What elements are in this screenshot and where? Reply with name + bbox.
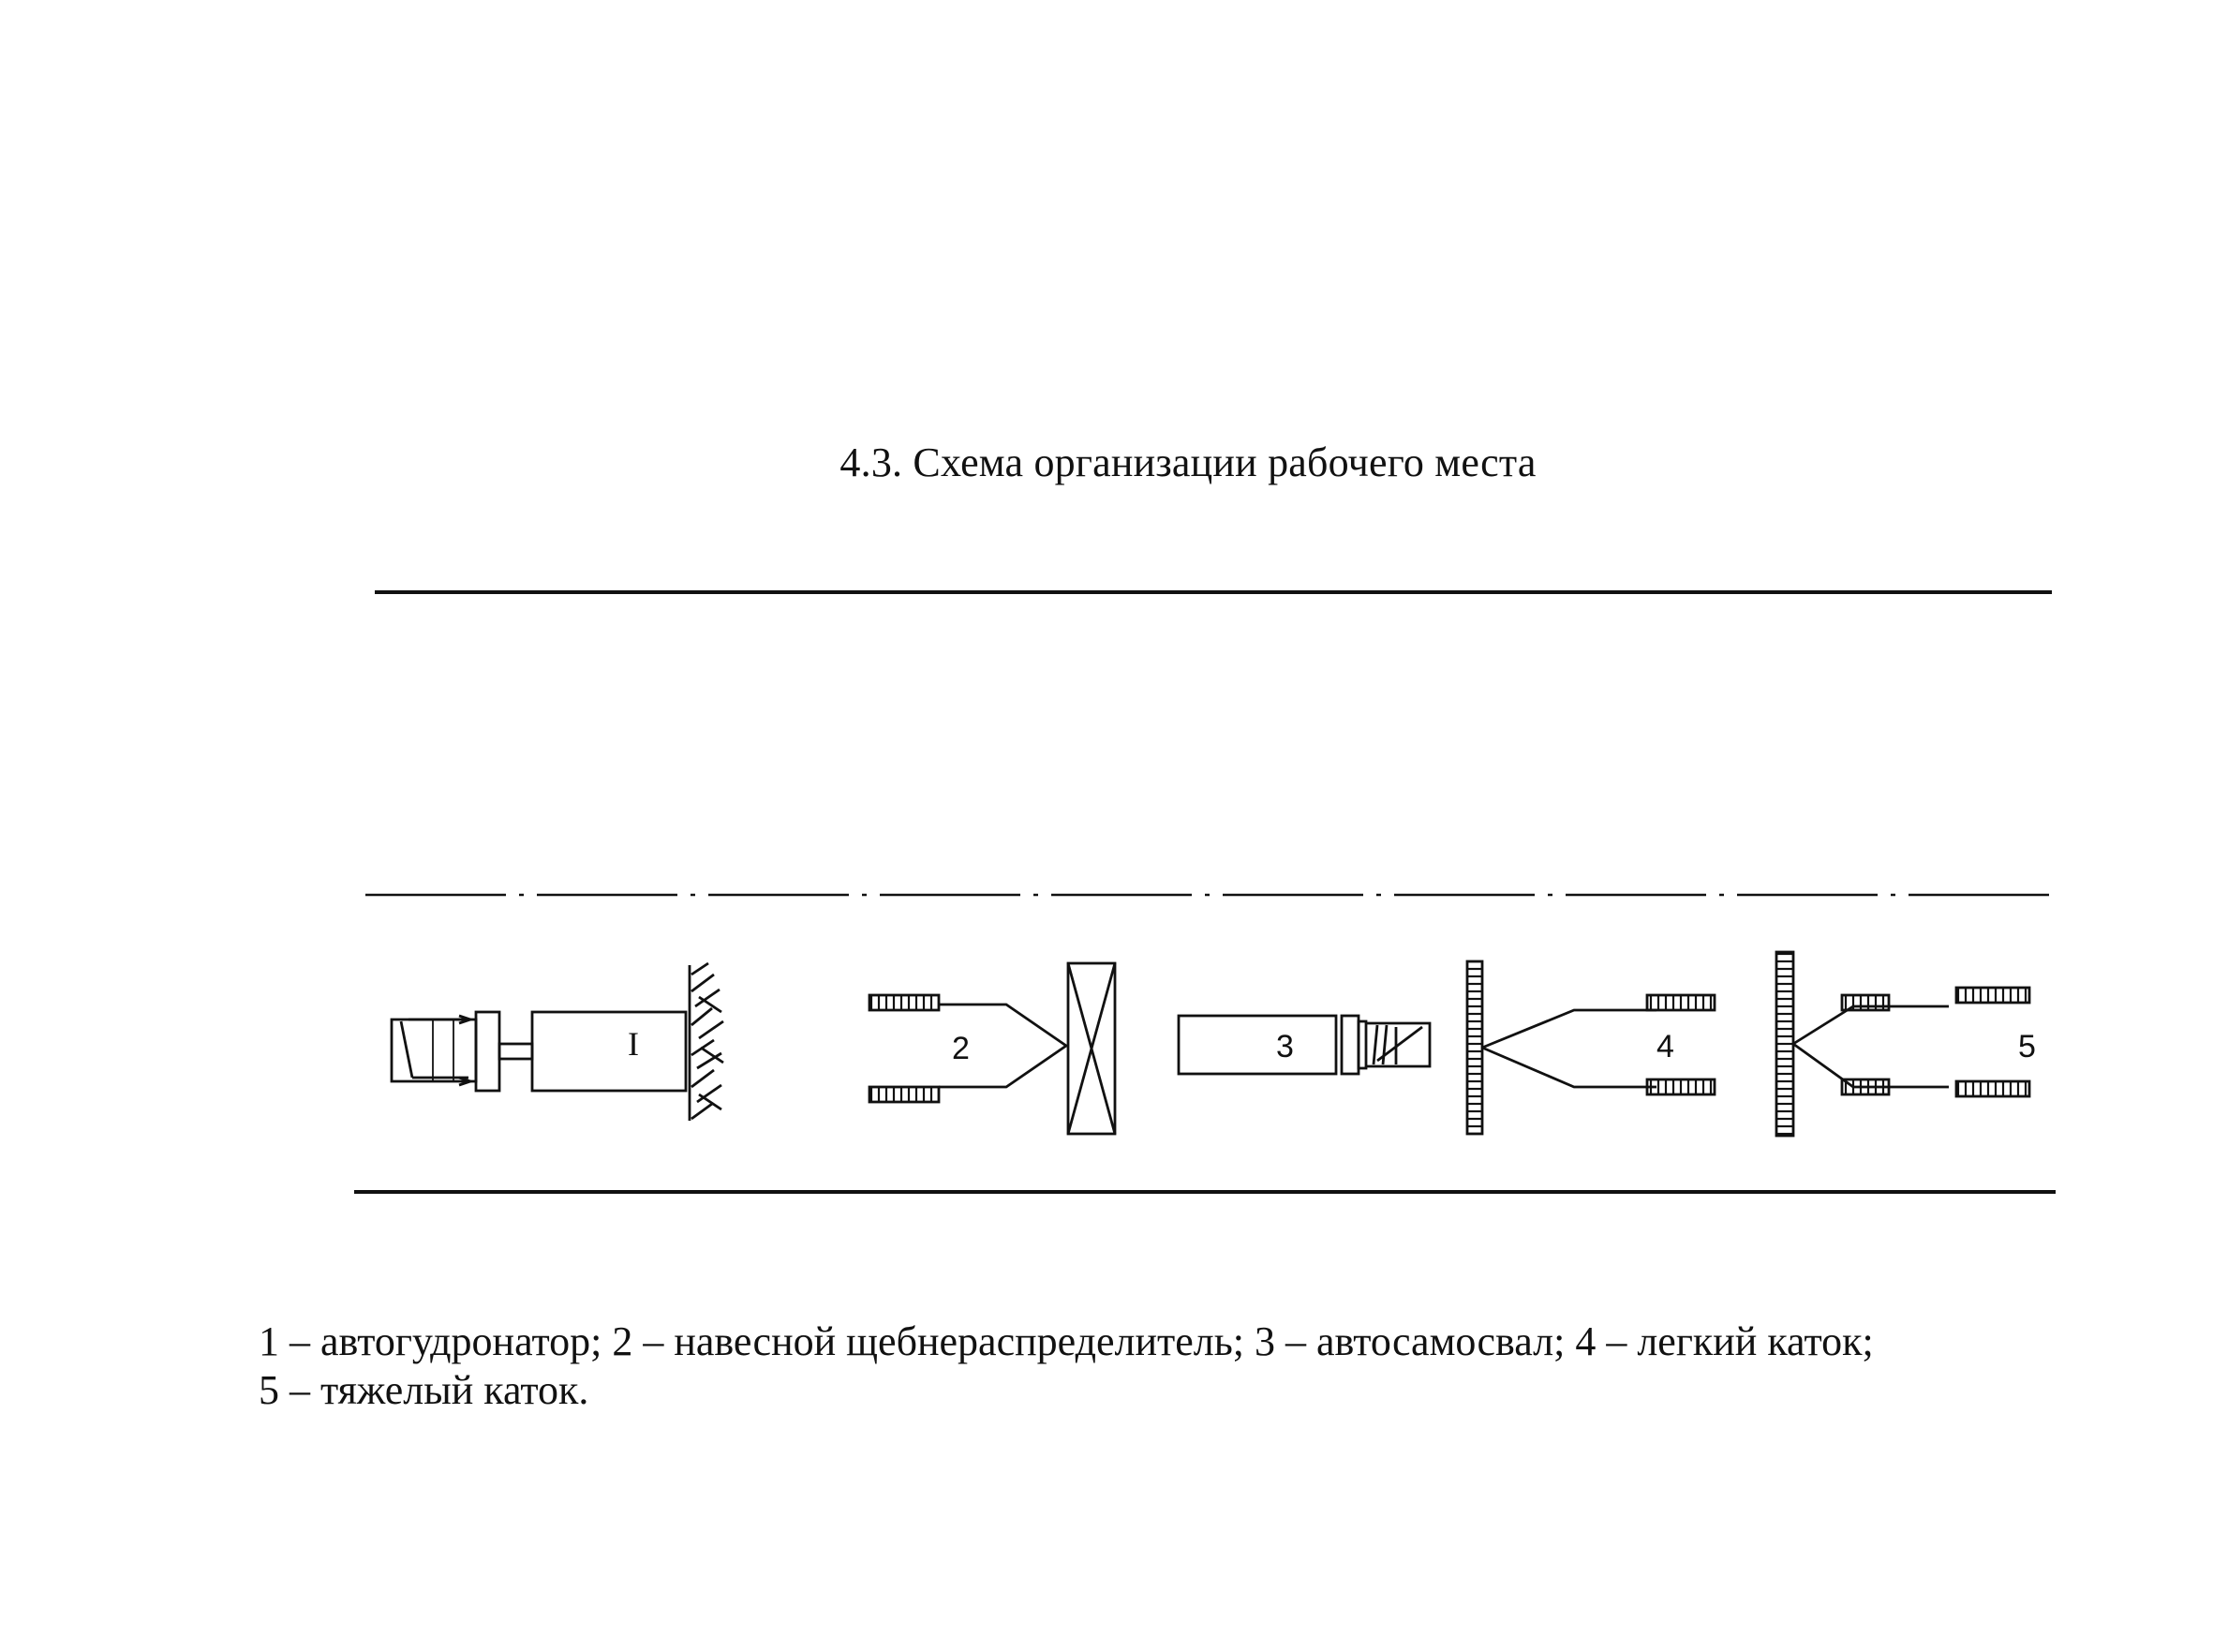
machine-2-number: 2 (952, 1031, 970, 1066)
machine-4-number: 4 (1656, 1029, 1674, 1064)
page-title: 4.3. Схема организации рабочего места (839, 439, 1537, 485)
legend-line-2: 5 – тяжелый каток. (259, 1367, 589, 1413)
machine-1-bitumen-distributor (392, 963, 723, 1121)
legend-line-1: 1 – автогудронатор; 2 – навесной щебнераспределитель; 3 – автосамосвал; 4 – легкий каток; (259, 1318, 1874, 1364)
machine-5-heavy-roller (1776, 952, 2036, 1136)
machine-3-number: 3 (1276, 1029, 1294, 1064)
machine-4-light-roller (1467, 961, 1715, 1134)
machine-1-number: I (628, 1025, 639, 1063)
machine-5-number: 5 (2018, 1029, 2036, 1064)
machine-2-chip-spreader (869, 963, 1115, 1134)
machine-3-dump-truck (1179, 1016, 1430, 1074)
